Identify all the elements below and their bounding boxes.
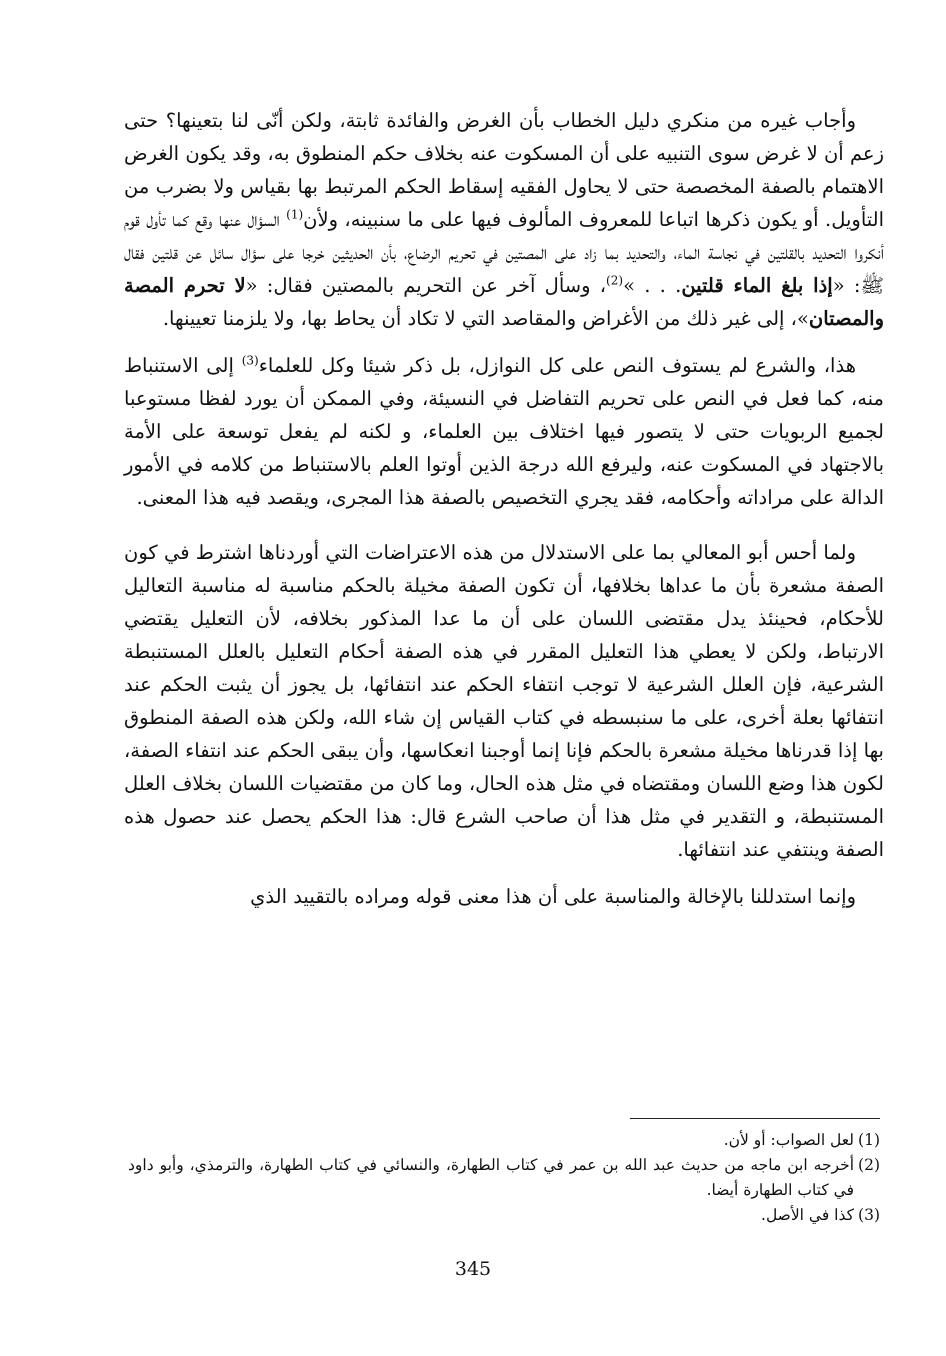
footnote-ref-3[interactable]: (3)	[241, 353, 259, 368]
paragraph-4	[124, 880, 884, 913]
footnote-1	[128, 1128, 880, 1153]
text-segment: ولما أحس أبو المعالي بما على الاستدلال من هذه الاعتراضات التي أوردناها اشترط في كون الصفة مشعرة بأن ما عداها بخلافها، أن تكون الصفة مخيلة بالحكم مناسبة له مناسبة التعاليل للأحكام، فحينئذ يدل مقتضى اللسان على أن ما عدا المذكور بخلافه، لأن التعليل يقتضي الارتباط، ولكن لا يعطي هذا التعليل المقرر في هذه الصفة أحكام التعليل بالعلل المستنبطة الشرعية، فإن العلل الشرعية لا توجب انتفاء الحكم عند انتفائها، بل يجوز أن يثبت الحكم عند انتفائها بعلة أخرى، على ما سنبسطه في كتاب القياس إن شاء الله، ولكن هذه الصفة المنطوق بها إذا قدرناها مخيلة مشعرة بالحكم فإنا إنما أوجبنا انعكاسها، وأن يبقى الحكم عند انتفاء الصفة، لكون هذا وضع اللسان ومقتضاه في مثل هذه الحال، وما كان من مقتضيات اللسان بخلاف العلل المستنبطة، و التقدير في مثل هذا أن صاحب الشرع قال: هذا الحكم يحصل عند حصول هذه الصفة وينتفي عند انتفائها.	[124, 541, 884, 861]
text-segment: هذا، والشرع لم يستوف النص على كل النوازل، بل ذكر شيئا وكل للعلماء	[258, 354, 856, 377]
footnote-separator	[630, 1118, 880, 1119]
footnote-2	[128, 1153, 880, 1203]
footnote-number: (1)	[858, 1131, 880, 1149]
text-segment: إلى الاستنباط منه، كما فعل في النص على تحريم التفاضل في النسيئة، وفي الممكن أن يورد لفظا مستوعبا لجميع الربويات حتى لا يتصور فيها اختلاف بين العلماء، و لكنه لم يفعل توسعة على الأمة بالاجتهاد في المسكوت عنه، وليرفع الله درجة الذين أوتوا العلم بالاستنباط من كلامه في الأمور الدالة على مراداته وأحكامه، فقد يجري التخصيص بالصفة هذا المجرى، ويقصد فيه هذا المعنى.	[124, 354, 884, 509]
hadith-quote: إذا بلغ الماء قلتين	[681, 274, 833, 297]
footnote-number: (2)	[858, 1156, 880, 1174]
footnote-3	[128, 1203, 880, 1228]
text-segment: »، إلى غير ذلك من الأغراض والمقاصد التي لا تكاد أن يحاط بها، ولا يلزمنا تعيينها.	[162, 307, 809, 330]
text-segment: السؤال عنها وقع كما تأول قوم أنكروا التحديد بالقلتين في نجاسة الماء، والتحديد بما زاد على المصتين في تحريم الرضاع، بأن الحديثين خرجا على سؤال سائل عن قلتين فقال ﷺ: «	[124, 208, 885, 297]
footnotes	[128, 1128, 880, 1228]
footnote-number: (3)	[858, 1206, 880, 1224]
text-segment: وإنما استدللنا بالإخالة والمناسبة على أن هذا معنى قوله ومراده بالتقييد الذي	[250, 885, 856, 908]
footnote-ref-1[interactable]: (1)	[286, 207, 304, 222]
paragraph-3	[124, 536, 884, 866]
footnote-ref-2[interactable]: (2)	[606, 273, 624, 288]
footnote-text: أخرجه ابن ماجه من حديث عبد الله بن عمر في كتاب الطهارة، والنسائي في كتاب الطهارة، والترمذي، وأبو داود في كتاب الطهارة أيضا.	[128, 1156, 854, 1199]
page-number: 345	[454, 1258, 492, 1280]
footnote-text: كذا في الأصل.	[761, 1206, 854, 1224]
footnote-text: لعل الصواب: أو لأن.	[723, 1131, 854, 1149]
paragraph-1	[124, 104, 884, 335]
text-segment: ، وسأل آخر عن التحريم بالمصتين فقال: «	[245, 274, 607, 297]
paragraph-gap	[124, 866, 884, 880]
paragraph-gap	[124, 335, 884, 349]
hadith-quote: لا تحرم المصة والمصتان	[124, 274, 884, 330]
text-segment: . . . »	[623, 274, 682, 297]
text-segment: وأجاب غيره من منكري دليل الخطاب بأن الغرض والفائدة ثابتة، ولكن أنّى لنا بتعينها؟ حتى زعم أن لا غرض سوى التنبيه على أن المسكوت عنه بخلاف حكم المنطوق به، وقد يكون الغرض الاهتمام بالصفة المخصصة حتى لا يحاول الفقيه إسقاط الحكم المرتبط بها بقياس ولا بضرب من التأويل. أو يكون ذكرها اتباعا للمعروف المألوف فيها على ما سنبينه، ولأن	[124, 109, 884, 231]
main-text	[124, 104, 884, 913]
paragraph-2	[124, 349, 884, 514]
paragraph-gap	[124, 514, 884, 536]
